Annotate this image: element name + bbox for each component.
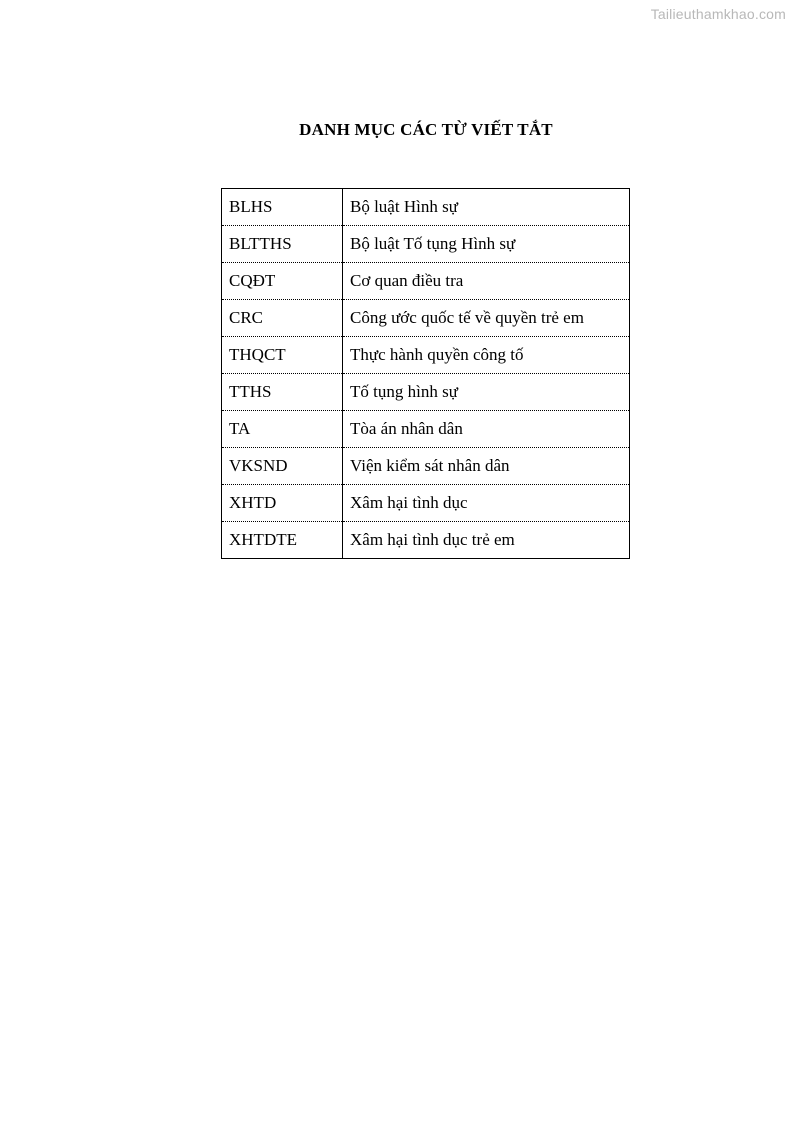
abbreviations-table bbox=[221, 188, 630, 559]
abbreviation-cell: TTHS bbox=[222, 374, 343, 411]
meaning-cell: Viện kiểm sát nhân dân bbox=[343, 448, 630, 485]
meaning-cell: Công ước quốc tế về quyền trẻ em bbox=[343, 300, 630, 337]
abbreviation-cell: THQCT bbox=[222, 337, 343, 374]
abbreviation-cell: BLHS bbox=[222, 189, 343, 226]
table-row bbox=[222, 485, 630, 522]
watermark-text: Tailieuthamkhao.com bbox=[650, 6, 786, 22]
meaning-cell: Xâm hại tình dục bbox=[343, 485, 630, 522]
meaning-cell: Tòa án nhân dân bbox=[343, 411, 630, 448]
abbreviation-cell: CRC bbox=[222, 300, 343, 337]
abbreviation-cell: XHTD bbox=[222, 485, 343, 522]
page-title: DANH MỤC CÁC TỪ VIẾT TẮT bbox=[299, 120, 553, 139]
abbreviation-cell: CQĐT bbox=[222, 263, 343, 300]
abbreviation-cell: XHTDTE bbox=[222, 522, 343, 559]
table-row bbox=[222, 411, 630, 448]
table-row bbox=[222, 263, 630, 300]
abbreviation-cell: TA bbox=[222, 411, 343, 448]
meaning-cell: Bộ luật Tố tụng Hình sự bbox=[343, 226, 630, 263]
table-row bbox=[222, 300, 630, 337]
table-row bbox=[222, 337, 630, 374]
table-row bbox=[222, 189, 630, 226]
table-row bbox=[222, 374, 630, 411]
table-row bbox=[222, 226, 630, 263]
table-row bbox=[222, 522, 630, 559]
meaning-cell: Bộ luật Hình sự bbox=[343, 189, 630, 226]
abbreviation-cell: VKSND bbox=[222, 448, 343, 485]
table-row bbox=[222, 448, 630, 485]
meaning-cell: Thực hành quyền công tố bbox=[343, 337, 630, 374]
meaning-cell: Cơ quan điều tra bbox=[343, 263, 630, 300]
meaning-cell: Xâm hại tình dục trẻ em bbox=[343, 522, 630, 559]
abbreviation-cell: BLTTHS bbox=[222, 226, 343, 263]
meaning-cell: Tố tụng hình sự bbox=[343, 374, 630, 411]
